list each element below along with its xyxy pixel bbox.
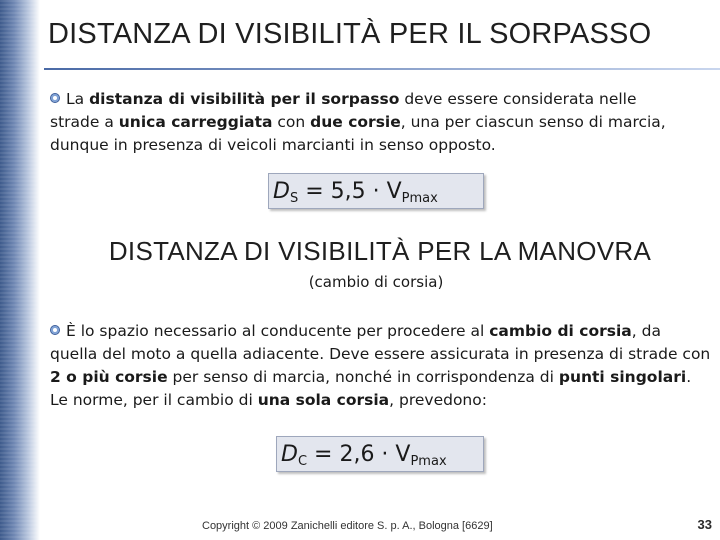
- formula1-rhs: = 5,5 · V: [298, 179, 402, 204]
- slide-title: DISTANZA DI VISIBILITÀ PER IL SORPASSO: [48, 18, 652, 50]
- paragraph-lane-change: [50, 320, 712, 412]
- page-number: 33: [697, 517, 712, 532]
- section-title-manoeuvre: DISTANZA DI VISIBILITÀ PER LA MANOVRA: [108, 236, 652, 266]
- formula1-lhs-sub: S: [289, 191, 299, 206]
- para1-text-1: La: [66, 90, 90, 108]
- formula1-rhs-sub: Pmax: [401, 191, 438, 206]
- bullet-icon: [50, 93, 60, 103]
- formula2-lhs: D: [281, 442, 298, 467]
- para2-bold-4: una sola corsia: [257, 391, 390, 409]
- para2-bold-3: punti singolari: [558, 368, 687, 386]
- para1-text-3: con: [272, 113, 311, 131]
- paragraph-overtaking: [50, 88, 690, 157]
- title-divider: [44, 68, 720, 70]
- formula-lane-change: [276, 436, 484, 472]
- para1-bold-2: unica carreggiata: [118, 113, 273, 131]
- para1-text-4: , una per ciascun senso di marcia, dunque in presenza di veicoli marcianti in senso opposto.: [50, 113, 666, 154]
- formula2-lhs-sub: C: [297, 454, 308, 469]
- sidebar-decoration: [0, 0, 40, 540]
- para2-text-1: È lo spazio necessario al conducente per procedere al: [66, 322, 490, 340]
- para2-text-4: . Le norme, per il cambio di: [50, 368, 692, 409]
- para2-bold-2: 2 o più corsie: [50, 368, 168, 386]
- para1-text-2: deve essere considerata nelle strade a: [50, 90, 637, 131]
- bullet-icon: [50, 325, 60, 335]
- para1-bold-1: distanza di visibilità per il sorpasso: [89, 90, 400, 108]
- section-subtitle: (cambio di corsia): [308, 273, 444, 291]
- para2-bold-1: cambio di corsia: [489, 322, 632, 340]
- para2-text-3: per senso di marcia, nonché in corrispondenza di: [167, 368, 559, 386]
- formula2-rhs: = 2,6 · V: [307, 442, 411, 467]
- formula1-lhs: D: [273, 179, 290, 204]
- para2-text-2: , da quella del moto a quella adiacente. Deve essere assicurata in presenza di strade con: [50, 322, 711, 363]
- para2-text-5: , prevedono:: [389, 391, 487, 409]
- para1-bold-3: due corsie: [310, 113, 401, 131]
- copyright-footer: Copyright © 2009 Zanichelli editore S. p. A., Bologna [6629]: [202, 520, 493, 532]
- formula-overtaking: [268, 173, 484, 209]
- formula2-rhs-sub: Pmax: [410, 454, 447, 469]
